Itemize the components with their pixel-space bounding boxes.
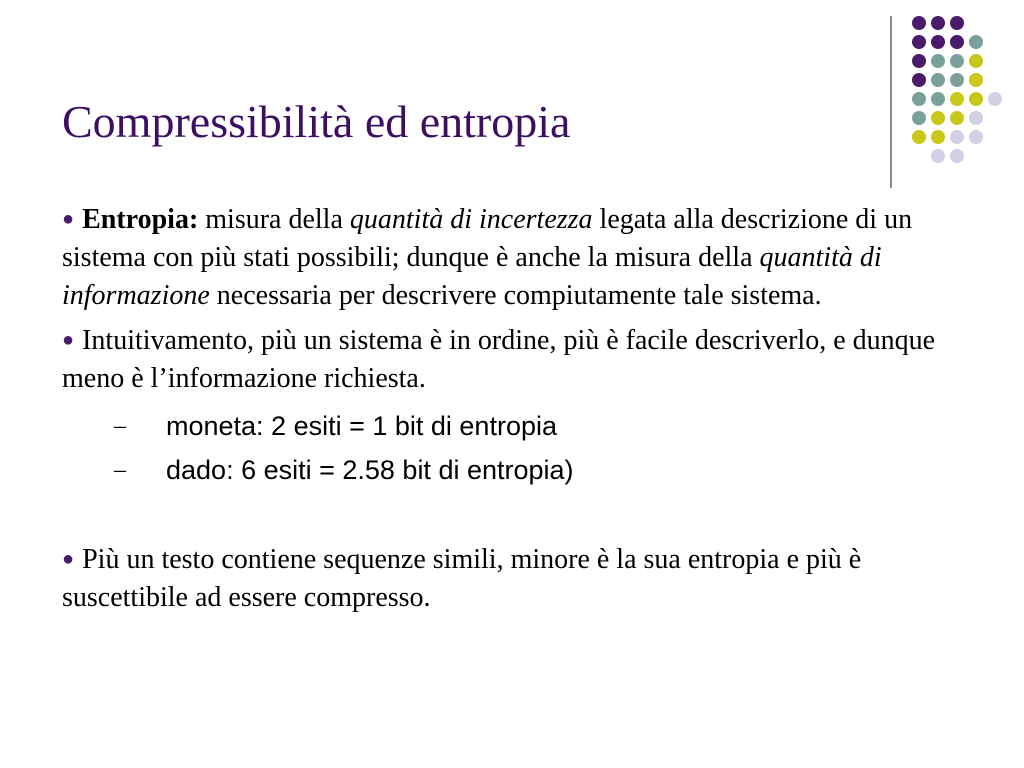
decorative-dot	[931, 111, 945, 125]
decorative-dot	[950, 149, 964, 163]
sub-item-moneta	[62, 404, 962, 448]
bullet-text: Più un testo contiene sequenze simili, minore è la sua entropia e più è suscettibile ad essere compresso.	[62, 544, 862, 613]
decorative-dot	[950, 130, 964, 144]
dash-icon: –	[114, 457, 126, 483]
decorative-dot	[931, 149, 945, 163]
dash-icon: –	[114, 413, 126, 439]
bullet-icon: ●	[62, 548, 75, 570]
bullet-text: necessaria per descrivere compiutamente tale sistema.	[209, 280, 822, 311]
decorative-dot	[950, 92, 964, 106]
decorative-dot	[969, 35, 983, 49]
sub-item-dado	[62, 448, 962, 492]
bullet-text: legata alla descrizione di un sistema con più stati possibili; dunque è anche la misura della	[62, 204, 913, 273]
decorative-dot	[912, 111, 926, 125]
decorative-dot	[950, 73, 964, 87]
bullet-icon: ●	[62, 208, 75, 230]
decorative-dot	[931, 54, 945, 68]
spacer	[62, 492, 962, 540]
decorative-dot	[931, 16, 945, 30]
emphasis-incertezza: quantità di incertezza	[349, 204, 593, 235]
decorative-dot	[931, 73, 945, 87]
bullet-text: Intuitivamento, più un sistema è in ordine, più è facile descriverlo, e dunque meno è l’informazione richiesta.	[62, 325, 936, 394]
decorative-dot	[912, 16, 926, 30]
decorative-dot	[969, 111, 983, 125]
decorative-dot	[931, 92, 945, 106]
decorative-dot	[912, 54, 926, 68]
decorative-dot	[950, 16, 964, 30]
decorative-dot	[988, 92, 1002, 106]
decorative-dot	[912, 35, 926, 49]
decorative-dot	[969, 130, 983, 144]
bullet-icon: ●	[62, 329, 75, 351]
sub-item-text: dado: 6 esiti = 2.58 bit di entropia)	[166, 455, 574, 485]
decorative-dot	[912, 130, 926, 144]
decorative-dot	[950, 111, 964, 125]
emphasis-informazione: quantità di informazione	[62, 242, 882, 311]
decorative-dot	[969, 92, 983, 106]
bullet-entropia	[62, 200, 962, 315]
bullet-text: misura della	[198, 204, 350, 235]
slide-body	[62, 200, 962, 623]
decorative-dot	[931, 130, 945, 144]
decorative-dot	[969, 54, 983, 68]
decorative-dot	[950, 54, 964, 68]
bullet-intuitivamento	[62, 321, 962, 398]
decorative-dot	[931, 35, 945, 49]
bullet-testo	[62, 540, 962, 617]
divider-line	[890, 16, 892, 188]
decorative-dot	[969, 73, 983, 87]
sub-item-text: moneta: 2 esiti = 1 bit di entropia	[166, 411, 557, 441]
decorative-dot	[912, 92, 926, 106]
decorative-dot	[950, 35, 964, 49]
decorative-dot	[912, 73, 926, 87]
term-entropia: Entropia:	[82, 204, 199, 235]
slide-title: Compressibilità ed entropia	[62, 96, 571, 147]
